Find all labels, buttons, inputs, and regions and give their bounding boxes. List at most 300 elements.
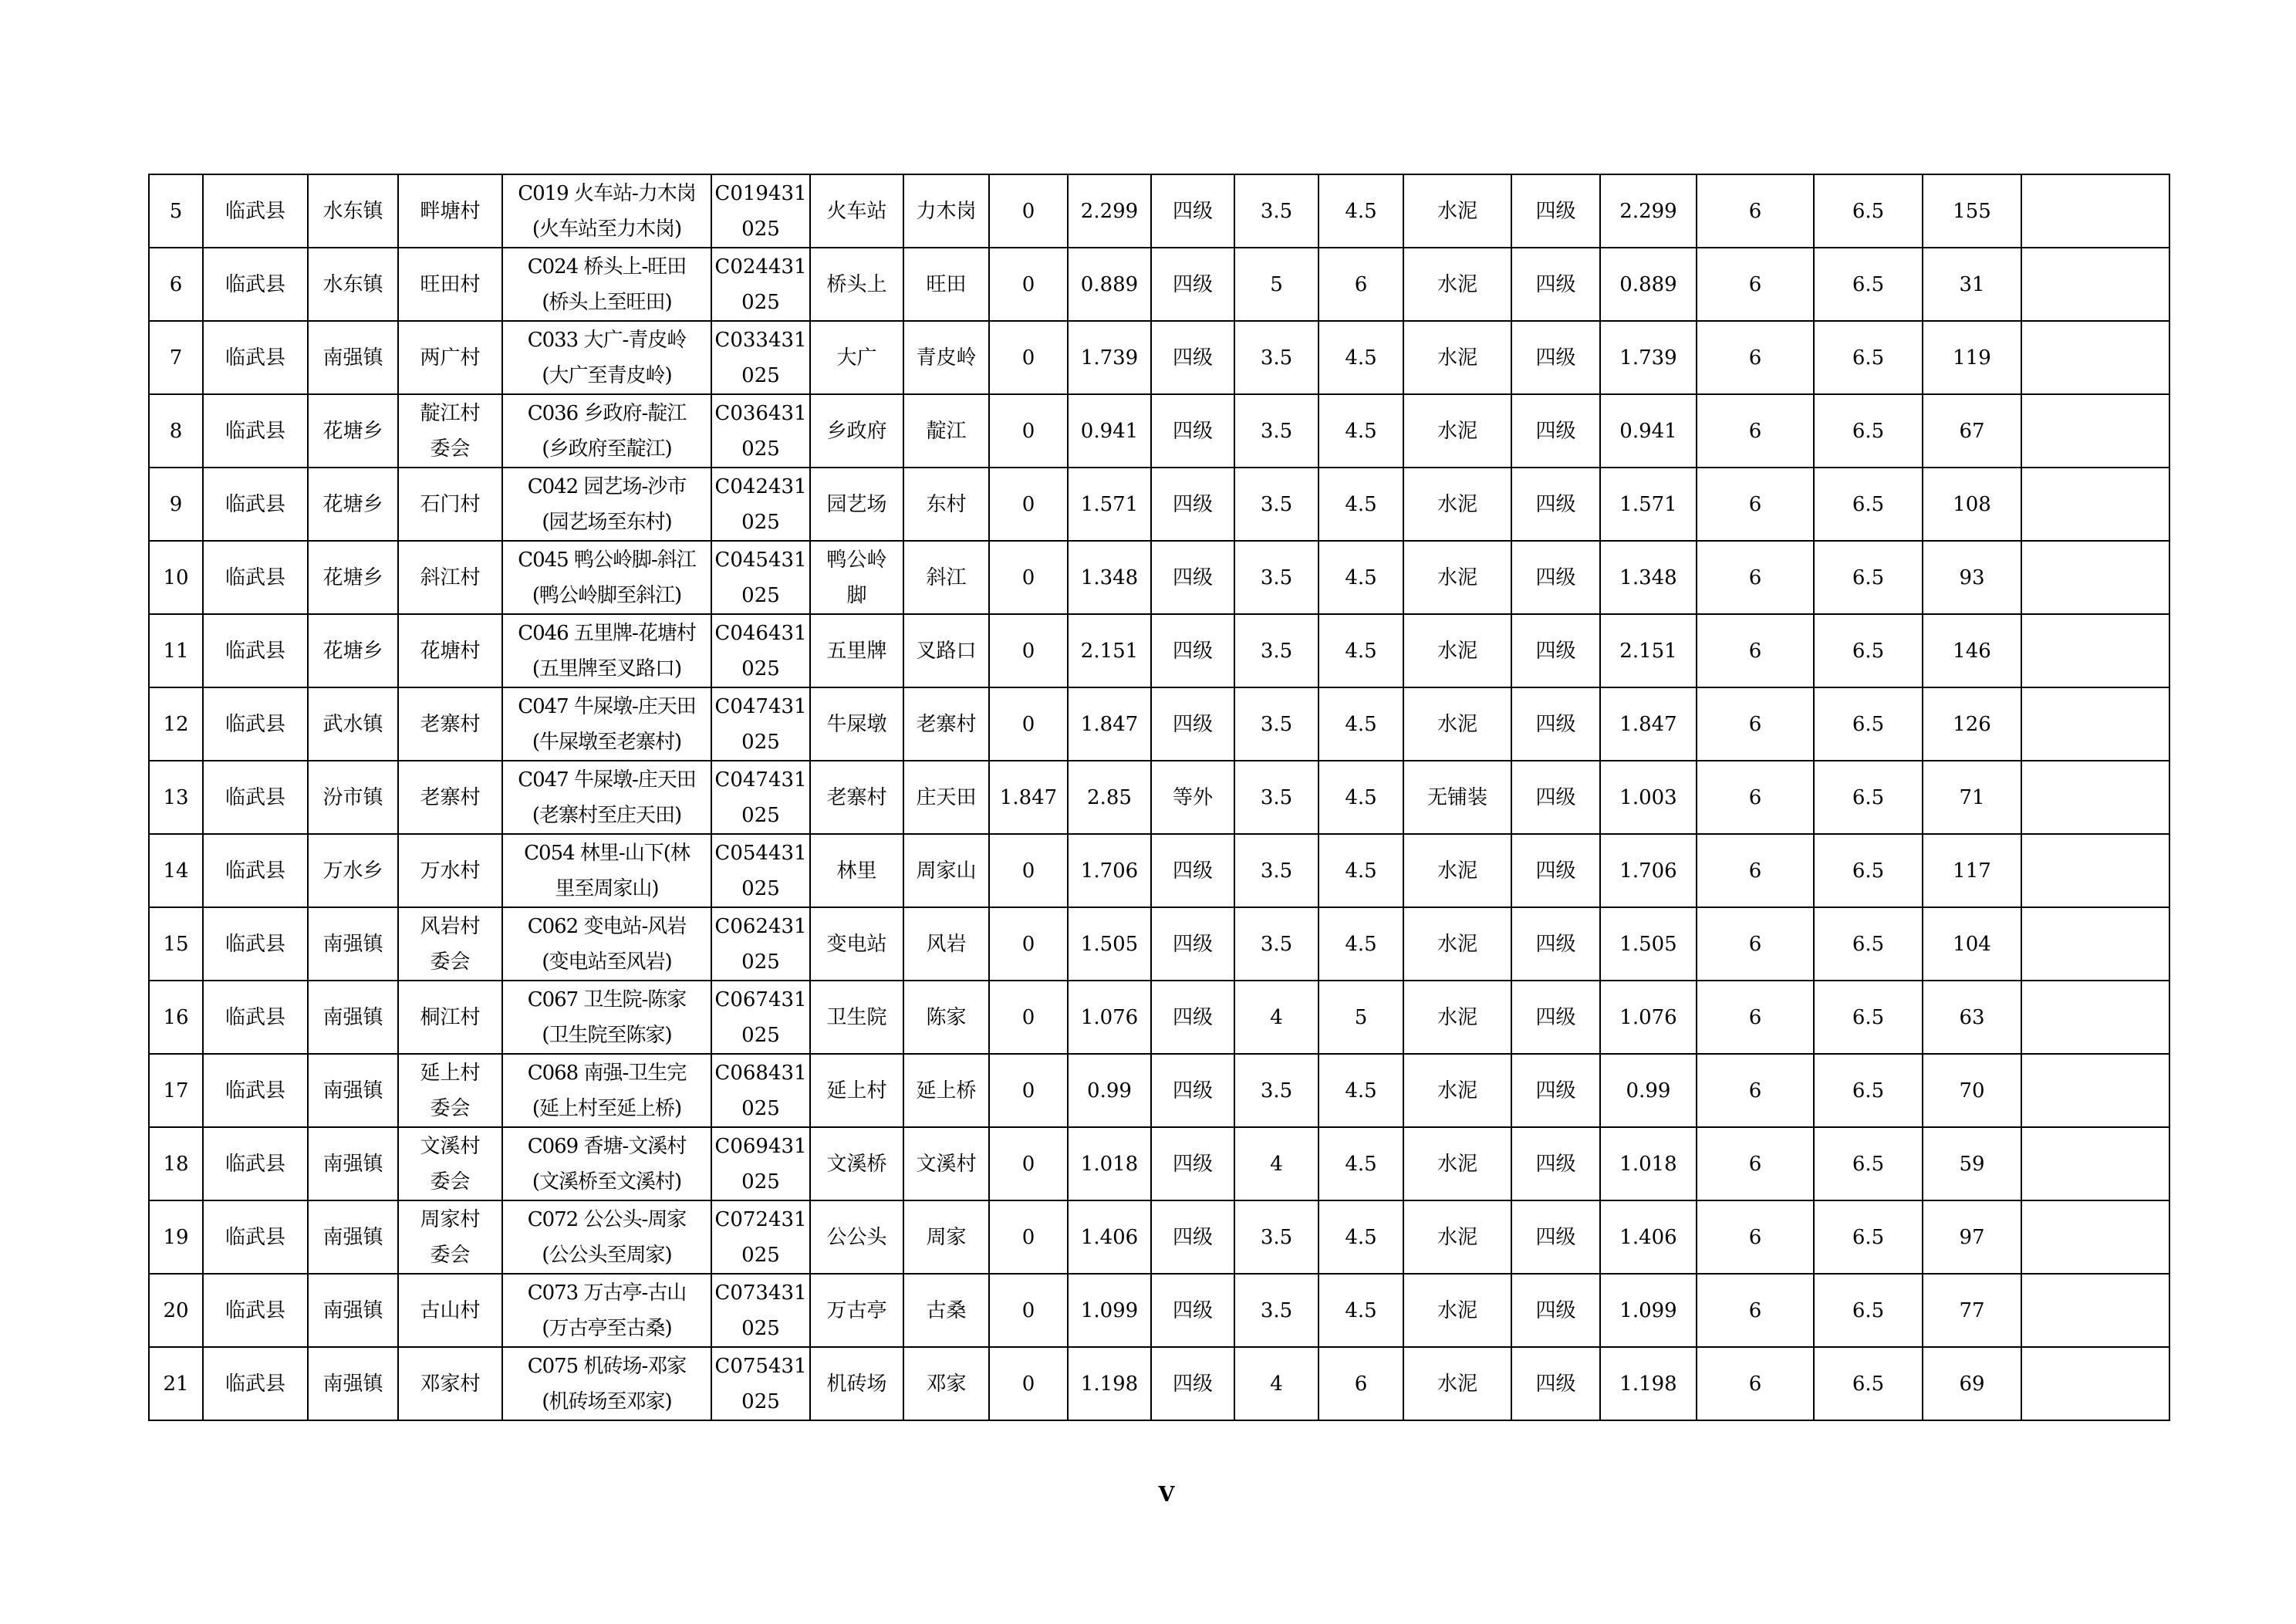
- cell-text-line: C024 桥头上-旺田: [527, 255, 687, 279]
- cell-width-b: 4.5: [1319, 1200, 1403, 1274]
- cell-text-line: (文溪桥至文溪村): [532, 1170, 682, 1194]
- cell-plan-length: 2.151: [1600, 614, 1697, 687]
- cell-start-km: 0: [989, 248, 1068, 321]
- cell-surface: 水泥: [1403, 1274, 1511, 1347]
- cell-text-line: C062 变电站-风岩: [527, 914, 687, 938]
- table-row: [149, 1274, 2169, 1347]
- cell-township: 南强镇: [308, 1127, 398, 1200]
- cell-text-line: 桥头上: [826, 272, 887, 296]
- cell-end-km: 1.198: [1068, 1347, 1151, 1420]
- table-row: [149, 1200, 2169, 1274]
- cell-county: 临武县: [203, 834, 308, 907]
- cell-text-line: 委会: [430, 1170, 471, 1194]
- cell-route-code: [711, 907, 810, 981]
- cell-width-b: 4.5: [1319, 174, 1403, 248]
- cell-end-km: 2.85: [1068, 761, 1151, 834]
- cell-surface: 水泥: [1403, 1054, 1511, 1127]
- cell-text-line: (牛屎墩至老寨村): [532, 730, 682, 754]
- cell-plan-width-a: 6: [1697, 1347, 1814, 1420]
- cell-plan-width-b: 6.5: [1814, 834, 1923, 907]
- cell-text-line: C073431: [714, 1281, 807, 1305]
- cell-plan-width-b: 6.5: [1814, 1054, 1923, 1127]
- cell-text-line: (延上村至延上桥): [532, 1096, 682, 1120]
- cell-surface: 水泥: [1403, 1200, 1511, 1274]
- cell-village: [398, 541, 502, 614]
- cell-investment: 63: [1923, 981, 2021, 1054]
- cell-plan-grade: 四级: [1511, 687, 1600, 761]
- cell-plan-length: 0.941: [1600, 394, 1697, 468]
- cell-plan-length: 1.505: [1600, 907, 1697, 981]
- cell-text-line: 石门村: [420, 492, 481, 516]
- cell-text-line: 机砖场: [826, 1372, 887, 1396]
- cell-plan-grade: 四级: [1511, 1347, 1600, 1420]
- cell-text-line: 叉路口: [916, 639, 977, 663]
- cell-width-a: 3.5: [1234, 1054, 1319, 1127]
- cell-text-line: C069431: [714, 1134, 807, 1158]
- cell-investment: 108: [1923, 468, 2021, 541]
- cell-text-line: 邓家村: [420, 1372, 481, 1396]
- cell-seq: 15: [149, 907, 203, 981]
- cell-text-line: (大广至青皮岭): [542, 363, 672, 387]
- cell-route-name: [502, 907, 711, 981]
- cell-text-line: 025: [741, 1243, 780, 1267]
- cell-plan-width-a: 6: [1697, 687, 1814, 761]
- cell-route-code: [711, 468, 810, 541]
- cell-plan-width-a: 6: [1697, 1200, 1814, 1274]
- cell-text-line: 风岩: [926, 932, 967, 956]
- cell-end: [903, 394, 989, 468]
- cell-plan-width-b: 6.5: [1814, 174, 1923, 248]
- cell-start: [810, 468, 903, 541]
- cell-investment: 97: [1923, 1200, 2021, 1274]
- cell-seq: 6: [149, 248, 203, 321]
- cell-text-line: (万古亭至古桑): [542, 1316, 672, 1340]
- cell-text-line: 花塘村: [420, 639, 481, 663]
- cell-end-km: 1.505: [1068, 907, 1151, 981]
- table-row: [149, 761, 2169, 834]
- cell-text-line: C036 乡政府-靛江: [527, 401, 687, 425]
- cell-start-km: 0: [989, 1274, 1068, 1347]
- cell-village: [398, 1054, 502, 1127]
- cell-grade: 四级: [1151, 981, 1234, 1054]
- cell-note: [2021, 834, 2169, 907]
- cell-seq: 8: [149, 394, 203, 468]
- cell-text-line: C045431: [714, 548, 807, 572]
- cell-text-line: 周家山: [916, 859, 977, 883]
- cell-route-name: [502, 981, 711, 1054]
- cell-plan-width-a: 6: [1697, 248, 1814, 321]
- cell-route-name: [502, 1127, 711, 1200]
- cell-grade: 四级: [1151, 834, 1234, 907]
- cell-route-name: [502, 687, 711, 761]
- cell-text-line: (机砖场至邓家): [542, 1389, 672, 1413]
- cell-text-line: C033431: [714, 328, 807, 352]
- cell-plan-width-a: 6: [1697, 614, 1814, 687]
- cell-text-line: C073 万古亭-古山: [527, 1281, 687, 1305]
- cell-text-line: (桥头上至旺田): [542, 290, 672, 314]
- cell-route-name: [502, 394, 711, 468]
- cell-township: 水东镇: [308, 248, 398, 321]
- cell-start: [810, 1127, 903, 1200]
- cell-plan-grade: 四级: [1511, 321, 1600, 394]
- cell-start: [810, 248, 903, 321]
- cell-start-km: 1.847: [989, 761, 1068, 834]
- cell-note: [2021, 907, 2169, 981]
- cell-start: [810, 761, 903, 834]
- cell-text-line: 委会: [430, 1096, 471, 1120]
- cell-grade: 四级: [1151, 541, 1234, 614]
- cell-text-line: 文溪村: [916, 1152, 977, 1176]
- cell-grade: 四级: [1151, 614, 1234, 687]
- cell-investment: 77: [1923, 1274, 2021, 1347]
- table-row: [149, 468, 2169, 541]
- cell-width-a: 4: [1234, 981, 1319, 1054]
- cell-route-code: [711, 174, 810, 248]
- cell-village: [398, 1127, 502, 1200]
- cell-width-a: 3.5: [1234, 1274, 1319, 1347]
- cell-end: [903, 761, 989, 834]
- cell-text-line: 025: [741, 217, 780, 241]
- cell-width-b: 4.5: [1319, 541, 1403, 614]
- cell-end-km: 0.889: [1068, 248, 1151, 321]
- cell-end: [903, 981, 989, 1054]
- cell-text-line: 025: [741, 437, 780, 461]
- cell-text-line: 脚: [846, 583, 867, 607]
- cell-plan-grade: 四级: [1511, 614, 1600, 687]
- cell-start-km: 0: [989, 321, 1068, 394]
- cell-seq: 11: [149, 614, 203, 687]
- cell-text-line: 025: [741, 876, 780, 900]
- cell-text-line: (老寨村至庄天田): [532, 803, 682, 827]
- cell-text-line: 025: [741, 950, 780, 974]
- cell-end: [903, 321, 989, 394]
- cell-plan-grade: 四级: [1511, 1054, 1600, 1127]
- cell-plan-width-b: 6.5: [1814, 614, 1923, 687]
- cell-village: [398, 1347, 502, 1420]
- cell-township: 花塘乡: [308, 614, 398, 687]
- cell-village: [398, 468, 502, 541]
- cell-text-line: (鸭公岭脚至斜江): [532, 583, 682, 607]
- cell-plan-width-b: 6.5: [1814, 761, 1923, 834]
- cell-width-a: 3.5: [1234, 541, 1319, 614]
- cell-text-line: C062431: [714, 914, 807, 938]
- cell-plan-width-a: 6: [1697, 321, 1814, 394]
- cell-end: [903, 1274, 989, 1347]
- cell-end-km: 1.739: [1068, 321, 1151, 394]
- cell-route-code: [711, 614, 810, 687]
- cell-grade: 四级: [1151, 468, 1234, 541]
- cell-township: 水东镇: [308, 174, 398, 248]
- cell-grade: 等外: [1151, 761, 1234, 834]
- cell-investment: 70: [1923, 1054, 2021, 1127]
- table-body: [149, 174, 2169, 1420]
- cell-start-km: 0: [989, 834, 1068, 907]
- cell-route-code: [711, 1127, 810, 1200]
- cell-plan-width-b: 6.5: [1814, 468, 1923, 541]
- cell-width-a: 3.5: [1234, 687, 1319, 761]
- cell-text-line: C036431: [714, 401, 807, 425]
- cell-grade: 四级: [1151, 1274, 1234, 1347]
- cell-seq: 18: [149, 1127, 203, 1200]
- cell-investment: 71: [1923, 761, 2021, 834]
- cell-plan-width-b: 6.5: [1814, 394, 1923, 468]
- cell-width-b: 4.5: [1319, 687, 1403, 761]
- cell-plan-width-a: 6: [1697, 468, 1814, 541]
- cell-text-line: C067431: [714, 988, 807, 1011]
- cell-surface: 水泥: [1403, 174, 1511, 248]
- table-row: [149, 174, 2169, 248]
- cell-text-line: 古山村: [420, 1298, 481, 1322]
- cell-route-name: [502, 1200, 711, 1274]
- cell-township: 南强镇: [308, 1200, 398, 1274]
- cell-village: [398, 174, 502, 248]
- cell-grade: 四级: [1151, 394, 1234, 468]
- cell-text-line: C033 大广-青皮岭: [527, 328, 687, 352]
- cell-end-km: 1.571: [1068, 468, 1151, 541]
- cell-width-b: 4.5: [1319, 468, 1403, 541]
- cell-seq: 12: [149, 687, 203, 761]
- cell-county: 临武县: [203, 541, 308, 614]
- cell-plan-width-b: 6.5: [1814, 687, 1923, 761]
- cell-end: [903, 687, 989, 761]
- cell-text-line: (园艺场至东村): [542, 510, 672, 534]
- cell-county: 临武县: [203, 1127, 308, 1200]
- cell-width-b: 4.5: [1319, 834, 1403, 907]
- cell-text-line: 林里: [836, 859, 877, 883]
- cell-route-name: [502, 468, 711, 541]
- cell-end: [903, 174, 989, 248]
- cell-text-line: 两广村: [420, 346, 481, 370]
- cell-start: [810, 1274, 903, 1347]
- cell-text-line: 025: [741, 1170, 780, 1194]
- cell-text-line: C054 林里-山下(林: [524, 841, 690, 865]
- cell-text-line: 火车站: [826, 199, 887, 223]
- cell-text-line: 里至周家山): [555, 876, 659, 900]
- cell-seq: 20: [149, 1274, 203, 1347]
- cell-grade: 四级: [1151, 248, 1234, 321]
- cell-note: [2021, 614, 2169, 687]
- cell-investment: 119: [1923, 321, 2021, 394]
- cell-start-km: 0: [989, 1127, 1068, 1200]
- cell-plan-width-b: 6.5: [1814, 321, 1923, 394]
- cell-text-line: (变电站至风岩): [542, 950, 672, 974]
- cell-text-line: 025: [741, 363, 780, 387]
- table-row: [149, 321, 2169, 394]
- cell-investment: 59: [1923, 1127, 2021, 1200]
- cell-village: [398, 907, 502, 981]
- cell-start: [810, 907, 903, 981]
- cell-text-line: 延上村: [826, 1079, 887, 1102]
- cell-end-km: 0.99: [1068, 1054, 1151, 1127]
- cell-text-line: C054431: [714, 841, 807, 865]
- cell-surface: 水泥: [1403, 1127, 1511, 1200]
- cell-plan-grade: 四级: [1511, 174, 1600, 248]
- cell-text-line: 靛江: [926, 419, 967, 443]
- cell-text-line: 陈家: [926, 1005, 967, 1029]
- cell-county: 临武县: [203, 761, 308, 834]
- cell-start-km: 0: [989, 687, 1068, 761]
- cell-text-line: 025: [741, 657, 780, 680]
- cell-surface: 水泥: [1403, 541, 1511, 614]
- cell-note: [2021, 321, 2169, 394]
- cell-text-line: 五里牌: [826, 639, 887, 663]
- cell-end-km: 1.076: [1068, 981, 1151, 1054]
- cell-start: [810, 174, 903, 248]
- cell-text-line: C075431: [714, 1354, 807, 1378]
- cell-route-code: [711, 1200, 810, 1274]
- cell-text-line: C042431: [714, 474, 807, 498]
- cell-width-a: 3.5: [1234, 1200, 1319, 1274]
- cell-text-line: 025: [741, 510, 780, 534]
- cell-seq: 13: [149, 761, 203, 834]
- cell-end: [903, 541, 989, 614]
- cell-route-name: [502, 761, 711, 834]
- cell-start-km: 0: [989, 614, 1068, 687]
- cell-grade: 四级: [1151, 1127, 1234, 1200]
- cell-plan-width-a: 6: [1697, 1054, 1814, 1127]
- cell-text-line: 斜江: [926, 566, 967, 589]
- cell-plan-width-b: 6.5: [1814, 1200, 1923, 1274]
- cell-plan-grade: 四级: [1511, 761, 1600, 834]
- cell-note: [2021, 761, 2169, 834]
- cell-route-code: [711, 981, 810, 1054]
- cell-start: [810, 1200, 903, 1274]
- cell-route-code: [711, 541, 810, 614]
- cell-plan-length: 1.003: [1600, 761, 1697, 834]
- cell-width-a: 3.5: [1234, 907, 1319, 981]
- cell-width-b: 4.5: [1319, 394, 1403, 468]
- cell-township: 武水镇: [308, 687, 398, 761]
- cell-text-line: 古桑: [926, 1298, 967, 1322]
- cell-text-line: (卫生院至陈家): [542, 1023, 672, 1047]
- cell-seq: 14: [149, 834, 203, 907]
- cell-text-line: C042 园艺场-沙市: [527, 474, 687, 498]
- cell-plan-length: 2.299: [1600, 174, 1697, 248]
- cell-plan-length: 1.739: [1600, 321, 1697, 394]
- cell-start: [810, 1054, 903, 1127]
- cell-text-line: 风岩村: [420, 914, 481, 938]
- cell-text-line: 委会: [430, 437, 471, 461]
- cell-county: 临武县: [203, 1200, 308, 1274]
- cell-county: 临武县: [203, 687, 308, 761]
- cell-end-km: 1.018: [1068, 1127, 1151, 1200]
- cell-text-line: 旺田村: [420, 272, 481, 296]
- cell-route-code: [711, 1347, 810, 1420]
- cell-text-line: C047431: [714, 694, 807, 718]
- cell-start-km: 0: [989, 468, 1068, 541]
- cell-plan-width-a: 6: [1697, 1274, 1814, 1347]
- cell-end-km: 1.348: [1068, 541, 1151, 614]
- cell-township: 南强镇: [308, 1274, 398, 1347]
- cell-plan-length: 0.889: [1600, 248, 1697, 321]
- cell-investment: 146: [1923, 614, 2021, 687]
- cell-grade: 四级: [1151, 687, 1234, 761]
- cell-plan-width-a: 6: [1697, 834, 1814, 907]
- cell-width-b: 4.5: [1319, 1054, 1403, 1127]
- cell-text-line: 畔塘村: [420, 199, 481, 223]
- cell-width-b: 4.5: [1319, 614, 1403, 687]
- cell-text-line: C046431: [714, 621, 807, 645]
- cell-village: [398, 394, 502, 468]
- cell-text-line: 老寨村: [826, 785, 887, 809]
- cell-route-code: [711, 394, 810, 468]
- cell-end: [903, 248, 989, 321]
- cell-plan-width-b: 6.5: [1814, 541, 1923, 614]
- cell-width-b: 4.5: [1319, 321, 1403, 394]
- cell-grade: 四级: [1151, 174, 1234, 248]
- cell-surface: 水泥: [1403, 614, 1511, 687]
- cell-text-line: 025: [741, 1389, 780, 1413]
- cell-text-line: 万古亭: [826, 1298, 887, 1322]
- cell-text-line: 邓家: [926, 1372, 967, 1396]
- cell-text-line: 委会: [430, 1243, 471, 1267]
- cell-village: [398, 687, 502, 761]
- cell-investment: 31: [1923, 248, 2021, 321]
- cell-note: [2021, 1127, 2169, 1200]
- cell-text-line: C047 牛屎墩-庄天田: [518, 768, 696, 792]
- table-row: [149, 1127, 2169, 1200]
- cell-route-name: [502, 1054, 711, 1127]
- cell-surface: 无铺装: [1403, 761, 1511, 834]
- cell-route-name: [502, 174, 711, 248]
- cell-plan-length: 1.348: [1600, 541, 1697, 614]
- cell-note: [2021, 468, 2169, 541]
- cell-seq: 21: [149, 1347, 203, 1420]
- cell-width-a: 3.5: [1234, 321, 1319, 394]
- cell-surface: 水泥: [1403, 1347, 1511, 1420]
- cell-grade: 四级: [1151, 1054, 1234, 1127]
- cell-text-line: C047 牛屎墩-庄天田: [518, 694, 696, 718]
- cell-route-name: [502, 1347, 711, 1420]
- cell-text-line: 老寨村: [420, 712, 481, 736]
- cell-end: [903, 1200, 989, 1274]
- cell-text-line: C072431: [714, 1207, 807, 1231]
- cell-text-line: 园艺场: [826, 492, 887, 516]
- cell-county: 临武县: [203, 174, 308, 248]
- cell-village: [398, 1200, 502, 1274]
- cell-plan-width-b: 6.5: [1814, 1127, 1923, 1200]
- cell-plan-width-a: 6: [1697, 761, 1814, 834]
- cell-plan-grade: 四级: [1511, 394, 1600, 468]
- cell-end-km: 2.299: [1068, 174, 1151, 248]
- cell-investment: 69: [1923, 1347, 2021, 1420]
- cell-end-km: 1.706: [1068, 834, 1151, 907]
- cell-end: [903, 1127, 989, 1200]
- cell-start-km: 0: [989, 174, 1068, 248]
- cell-village: [398, 834, 502, 907]
- cell-end-km: 2.151: [1068, 614, 1151, 687]
- cell-investment: 93: [1923, 541, 2021, 614]
- cell-plan-grade: 四级: [1511, 1274, 1600, 1347]
- cell-start-km: 0: [989, 394, 1068, 468]
- cell-plan-grade: 四级: [1511, 248, 1600, 321]
- table-row: [149, 248, 2169, 321]
- cell-route-name: [502, 834, 711, 907]
- page-number: V: [1158, 1483, 1175, 1507]
- cell-start: [810, 981, 903, 1054]
- cell-surface: 水泥: [1403, 468, 1511, 541]
- cell-surface: 水泥: [1403, 687, 1511, 761]
- cell-text-line: 委会: [430, 950, 471, 974]
- cell-end: [903, 907, 989, 981]
- cell-surface: 水泥: [1403, 321, 1511, 394]
- cell-text-line: C047431: [714, 768, 807, 792]
- cell-end: [903, 614, 989, 687]
- cell-plan-width-a: 6: [1697, 541, 1814, 614]
- cell-text-line: 大广: [836, 346, 877, 370]
- cell-end: [903, 1054, 989, 1127]
- cell-plan-grade: 四级: [1511, 834, 1600, 907]
